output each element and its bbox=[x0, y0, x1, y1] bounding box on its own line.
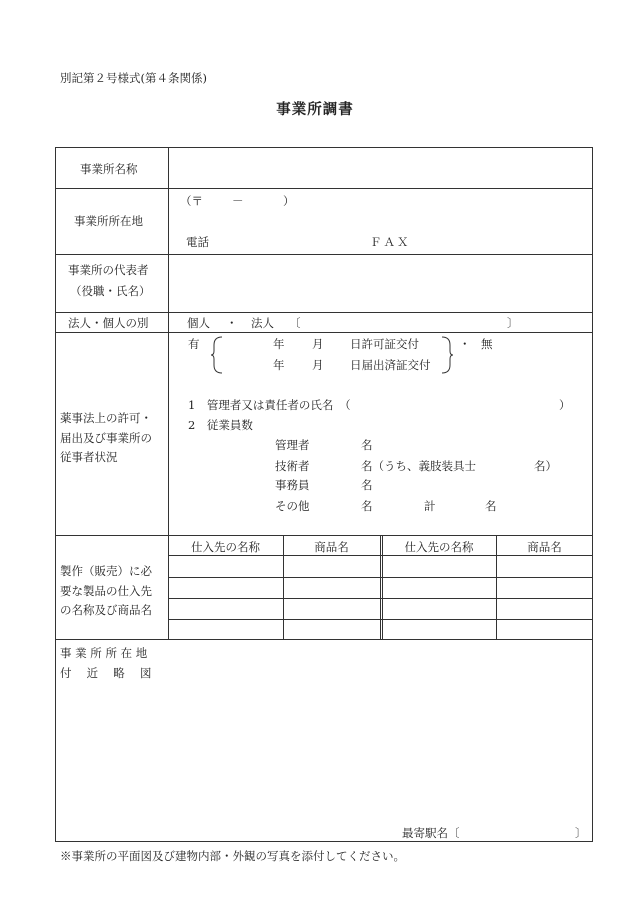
label-office-name: 事業所名称 bbox=[80, 162, 138, 176]
label-license-2: 届出及び事業所の bbox=[60, 431, 152, 445]
nearest-station-label: 最寄駅名〔 bbox=[402, 826, 460, 840]
manager-name-close: ） bbox=[559, 398, 571, 412]
postal-close: ） bbox=[283, 194, 295, 208]
option-corporation[interactable]: 法人 bbox=[251, 316, 274, 330]
label-entity-type: 法人・個人の別 bbox=[68, 316, 149, 330]
staff-unit-manager: 名 bbox=[361, 438, 373, 452]
entity-separator: ・ bbox=[226, 316, 238, 330]
form-number: 別記第２号様式(第４条関係) bbox=[60, 71, 207, 85]
staff-total-label: 計 bbox=[424, 499, 436, 513]
right-brace bbox=[440, 335, 454, 375]
postal-dash: － bbox=[232, 194, 244, 208]
supplier-grid-line bbox=[380, 535, 381, 639]
label-suppliers-2: 要な製品の仕入先 bbox=[60, 584, 152, 598]
bracket-close: 〕 bbox=[507, 316, 519, 330]
label-license-3: 従事者状況 bbox=[60, 450, 118, 464]
staff-unit-clerk: 名 bbox=[361, 478, 373, 492]
bracket-open: 〔 bbox=[289, 316, 301, 330]
row-divider bbox=[55, 254, 593, 255]
option-individual[interactable]: 個人 bbox=[187, 316, 210, 330]
staff-role-clerk: 事務員 bbox=[275, 478, 310, 492]
staff-tail-technician: 名） bbox=[534, 459, 557, 473]
label-license-1: 薬事法上の許可・ bbox=[60, 411, 152, 425]
row-divider bbox=[55, 312, 593, 313]
staff-unit-technician: 名（うち、義肢装具士 bbox=[361, 459, 476, 473]
nearest-station-close: 〕 bbox=[575, 826, 587, 840]
notice-year: 年 bbox=[273, 358, 285, 372]
row-divider bbox=[55, 332, 593, 333]
permit-month: 月 bbox=[312, 337, 324, 351]
supplier-header-product-1: 商品名 bbox=[314, 540, 349, 554]
supplier-header-name-1: 仕入先の名称 bbox=[191, 540, 260, 554]
staff-role-other: その他 bbox=[275, 499, 310, 513]
option-yes[interactable]: 有 bbox=[188, 337, 200, 351]
label-map-1: 事 業 所 所 在 地 bbox=[60, 646, 148, 660]
postal-open: （〒 bbox=[180, 194, 203, 208]
label-map-2: 付 近 略 図 bbox=[60, 666, 152, 680]
notice-text: 日届出済証交付 bbox=[350, 358, 431, 372]
label-phone: 電話 bbox=[186, 235, 209, 249]
label-office-address: 事業所所在地 bbox=[74, 214, 143, 228]
label-representative-sub: （役職・氏名） bbox=[70, 284, 151, 298]
office-name-field[interactable] bbox=[170, 149, 590, 187]
label-representative: 事業所の代表者 bbox=[68, 263, 149, 277]
row-divider bbox=[55, 639, 593, 640]
row-divider bbox=[55, 535, 593, 536]
supplier-header-product-2: 商品名 bbox=[527, 540, 562, 554]
permit-text: 日許可証交付 bbox=[350, 337, 419, 351]
yes-no-separator: ・ bbox=[459, 337, 471, 351]
staff-role-technician: 技術者 bbox=[275, 459, 310, 473]
left-brace bbox=[210, 335, 224, 375]
employee-count-item: 2 従業員数 bbox=[188, 418, 253, 432]
label-fax: ＦＡＸ bbox=[370, 235, 411, 249]
supplier-header-name-2: 仕入先の名称 bbox=[404, 540, 474, 554]
label-suppliers-3: の名称及び商品名 bbox=[60, 603, 152, 617]
footnote: ※事業所の平面図及び建物内部・外観の写真を添付してください。 bbox=[60, 849, 405, 863]
notice-month: 月 bbox=[312, 358, 324, 372]
label-suppliers-1: 製作（販売）に必 bbox=[60, 564, 152, 578]
staff-unit-other: 名 bbox=[361, 499, 373, 513]
label-column-divider bbox=[168, 147, 169, 639]
permit-year: 年 bbox=[273, 337, 285, 351]
form-title: 事業所調書 bbox=[276, 101, 354, 118]
map-drawing-area[interactable] bbox=[170, 642, 590, 820]
row-divider bbox=[55, 188, 593, 189]
staff-total-unit: 名 bbox=[485, 499, 497, 513]
option-no[interactable]: 無 bbox=[481, 337, 493, 351]
manager-name-item: 1 管理者又は責任者の氏名 （ bbox=[188, 398, 351, 412]
staff-role-manager: 管理者 bbox=[275, 438, 310, 452]
